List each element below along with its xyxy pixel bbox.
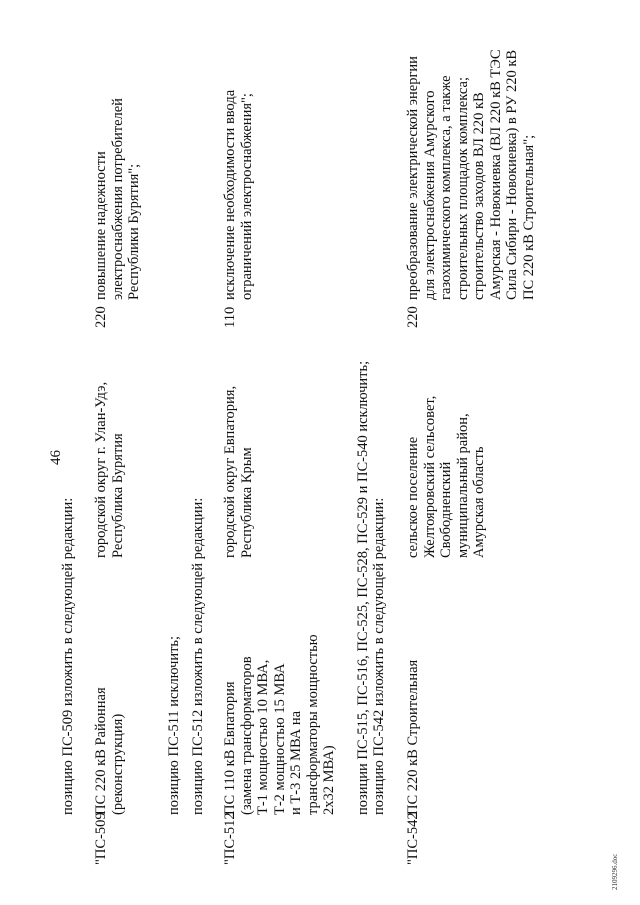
page-number: 46: [48, 450, 64, 465]
purpose-line: Республики Бурятия";: [126, 163, 142, 300]
location-line: Республика Бурятия: [109, 433, 126, 558]
instruction-text: позиции ПС-515, ПС-516, ПС-525, ПС-528, ПС-529 и ПС-540 исключить;: [355, 360, 371, 815]
name-line: ПС 220 кВ Строительная: [405, 659, 421, 815]
table-row-code: "ПС-509: [93, 812, 109, 865]
name-line: 2х32 МВА): [321, 745, 337, 815]
location-line: Амурская область: [471, 446, 487, 558]
table-row-name: [222, 565, 338, 815]
name-line: Т-2 мощностью 15 МВА: [271, 663, 288, 815]
table-row-purpose: [405, 0, 537, 300]
purpose-line: строительство заходов ВЛ 220 кВ: [471, 92, 487, 300]
purpose-line: преобразование электрической энергии: [405, 56, 421, 300]
location-line: городской округ г. Улан-Удэ,: [93, 381, 109, 558]
instruction-text: позицию ПС-512 изложить в следующей редакции:: [190, 497, 206, 815]
location-line: городской округ Евпатория,: [222, 385, 238, 558]
table-row-location: [93, 343, 126, 558]
table-row-voltage: 220: [93, 306, 109, 328]
table-row-voltage: 220: [405, 306, 421, 328]
purpose-line: газохимического комплекса, а также: [438, 75, 454, 300]
name-line: ПС 220 кВ Районная: [93, 687, 109, 815]
purpose-line: исключение необходимости ввода: [222, 89, 238, 300]
name-line: ПС 110 кВ Евпатория: [222, 681, 238, 815]
purpose-line: для электроснабжения Амурского: [421, 90, 438, 300]
table-row-name: [93, 565, 126, 815]
instruction-text: позицию ПС-509 изложить в следующей редакции:: [60, 497, 76, 815]
table-row-location: [405, 343, 488, 558]
location-line: Желтояровский сельсовет,: [421, 395, 438, 558]
purpose-line: электроснабжения потребителей: [109, 98, 126, 300]
table-row-purpose: [222, 0, 255, 300]
table-row-code: "ПС-542: [405, 812, 421, 865]
location-line: сельское поселение: [405, 436, 421, 558]
purpose-line: повышение надежности: [93, 151, 109, 300]
instruction-text: позицию ПС-511 исключить;: [166, 635, 182, 815]
table-row-purpose: [93, 0, 143, 300]
table-row-name: [405, 565, 422, 815]
footer-filename: 2109296.doc: [611, 853, 619, 890]
table-row-voltage: 110: [222, 306, 238, 328]
name-line: трансформаторы мощностью: [304, 634, 321, 815]
location-line: Республика Крым: [238, 447, 255, 558]
table-row-location: [222, 343, 255, 558]
location-line: Свободненский: [438, 461, 454, 558]
purpose-line: Сила Сибири - Новокиевка) в РУ 220 кВ: [504, 49, 520, 300]
instruction-text: позицию ПС-542 изложить в следующей редакции:: [371, 497, 387, 815]
name-line: и Т-3 25 МВА на: [288, 710, 304, 815]
purpose-line: Амурская - Новокиевка (ВЛ 220 кВ ТЭС: [487, 49, 504, 300]
purpose-line: ПС 220 кВ Строительная";: [520, 134, 537, 300]
purpose-line: строительных площадок комплекса;: [454, 76, 471, 300]
name-line: Т-1 мощностью 10 МВА,: [255, 659, 271, 815]
name-line: (замена трансформаторов: [238, 656, 255, 815]
purpose-line: ограничений электроснабжения";: [238, 93, 255, 300]
location-line: муниципальный район,: [454, 413, 471, 558]
table-row-code: "ПС-512: [222, 812, 238, 865]
name-line: (реконструкция): [109, 713, 126, 815]
